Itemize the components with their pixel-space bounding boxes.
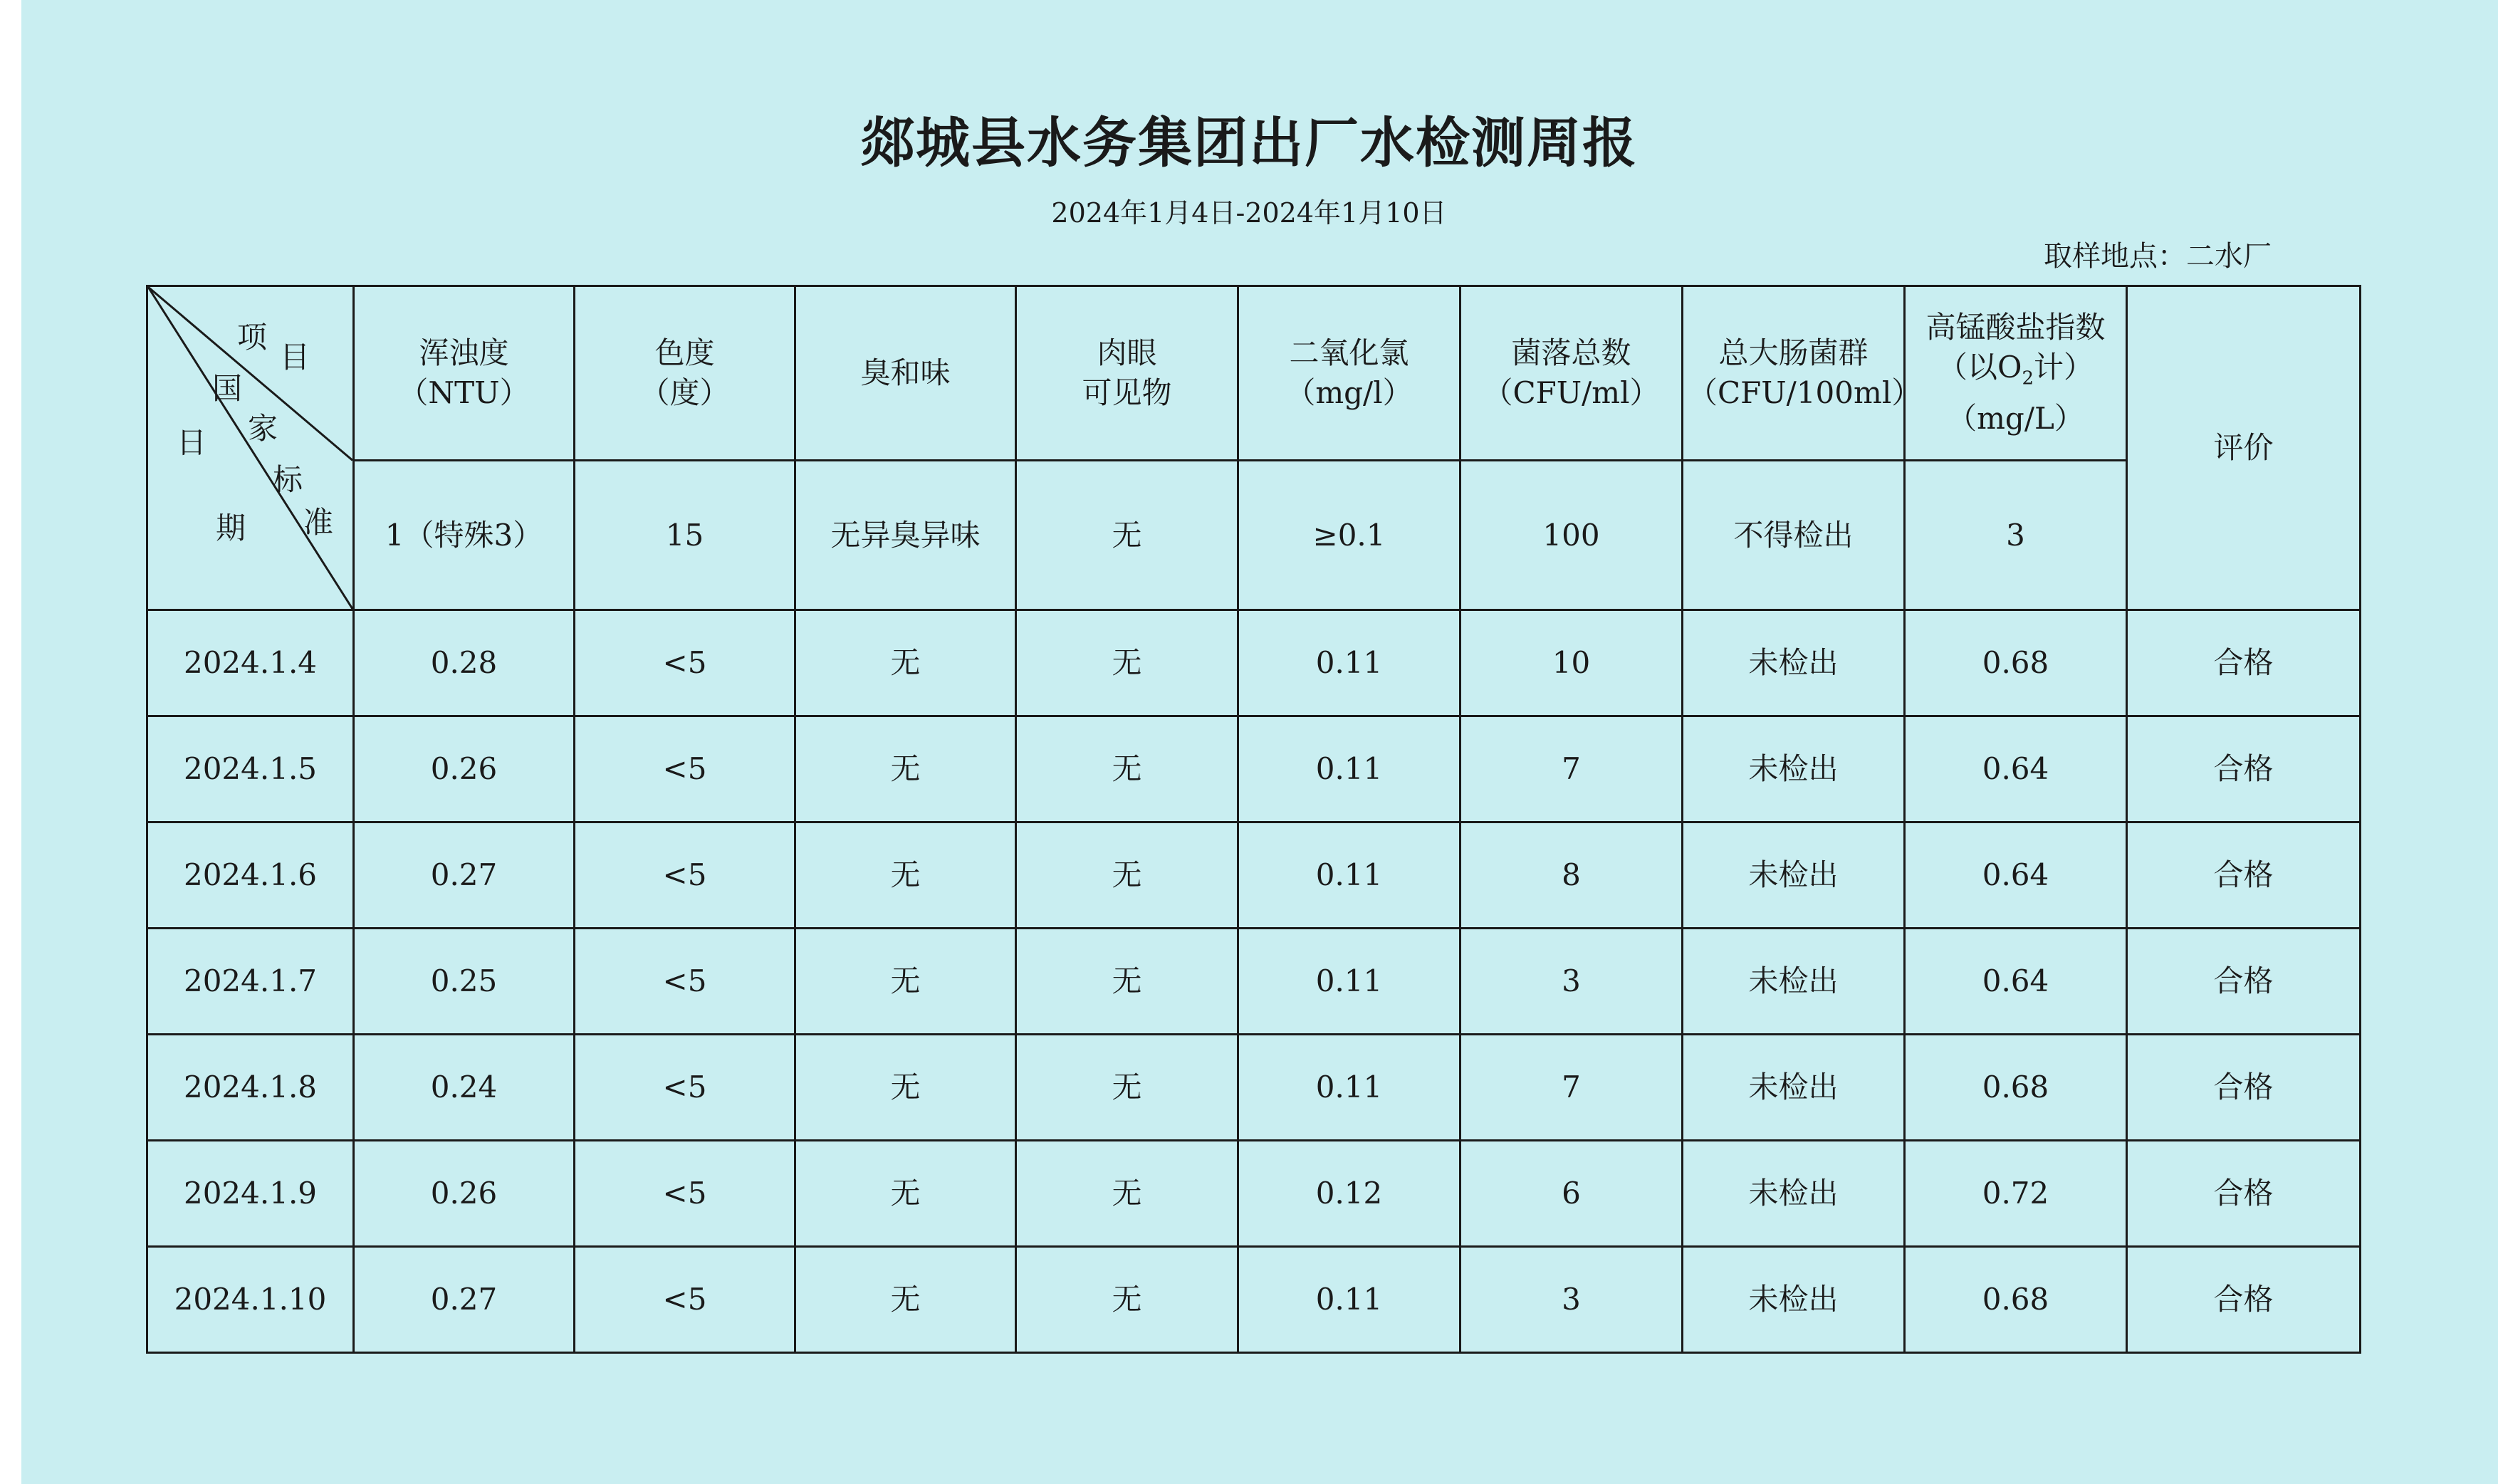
value-cell: 0.11 bbox=[1238, 1035, 1460, 1141]
table-row bbox=[147, 610, 2361, 716]
value-cell: 无 bbox=[795, 610, 1016, 716]
value-cell: 6 bbox=[1460, 1141, 1683, 1247]
value-cell: <5 bbox=[575, 610, 795, 716]
date-cell: 2024.1.9 bbox=[147, 1141, 354, 1247]
corner-label-zhun: 准 bbox=[303, 505, 334, 540]
value-cell: 未检出 bbox=[1683, 716, 1905, 822]
header-colony-count: 菌落总数 （CFU/ml） bbox=[1460, 286, 1683, 461]
value-cell: 0.28 bbox=[354, 610, 575, 716]
date-cell: 2024.1.5 bbox=[147, 716, 354, 822]
corner-header-cell bbox=[147, 286, 354, 610]
value-cell: 0.72 bbox=[1905, 1141, 2127, 1247]
value-cell: 10 bbox=[1460, 610, 1683, 716]
value-cell: 3 bbox=[1460, 1247, 1683, 1353]
water-quality-table bbox=[146, 285, 2361, 1354]
value-cell: 7 bbox=[1460, 716, 1683, 822]
header-total-coliform: 总大肠菌群 （CFU/100ml） bbox=[1683, 286, 1905, 461]
value-cell: 0.11 bbox=[1238, 929, 1460, 1035]
value-cell: 0.68 bbox=[1905, 1035, 2127, 1141]
value-cell: 无 bbox=[795, 929, 1016, 1035]
value-cell: 0.27 bbox=[354, 822, 575, 929]
header-evaluation: 评价 bbox=[2127, 286, 2361, 610]
table-row bbox=[147, 929, 2361, 1035]
value-cell: 无 bbox=[795, 1035, 1016, 1141]
value-cell: 未检出 bbox=[1683, 1035, 1905, 1141]
value-cell: 8 bbox=[1460, 822, 1683, 929]
evaluation-cell: 合格 bbox=[2127, 610, 2361, 716]
standard-value: 无异臭异味 bbox=[795, 461, 1016, 610]
report-title: 郯城县水务集团出厂水检测周报 bbox=[860, 111, 1638, 174]
table-row bbox=[147, 1141, 2361, 1247]
value-cell: 无 bbox=[1016, 610, 1238, 716]
value-cell: 0.64 bbox=[1905, 822, 2127, 929]
value-cell: 未检出 bbox=[1683, 929, 1905, 1035]
value-cell: 无 bbox=[795, 716, 1016, 822]
value-cell: <5 bbox=[575, 929, 795, 1035]
date-cell: 2024.1.4 bbox=[147, 610, 354, 716]
corner-label-mu: 目 bbox=[280, 340, 310, 375]
standard-value: ≥0.1 bbox=[1238, 461, 1460, 610]
value-cell: <5 bbox=[575, 1035, 795, 1141]
header-turbidity: 浑浊度 （NTU） bbox=[354, 286, 575, 461]
table-row bbox=[147, 1035, 2361, 1141]
header-visible-matter: 肉眼 可见物 bbox=[1016, 286, 1238, 461]
value-cell: 未检出 bbox=[1683, 1141, 1905, 1247]
value-cell: 0.11 bbox=[1238, 716, 1460, 822]
corner-label-biao: 标 bbox=[273, 462, 303, 497]
value-cell: 无 bbox=[1016, 1035, 1238, 1141]
value-cell: 3 bbox=[1460, 929, 1683, 1035]
value-cell: 无 bbox=[1016, 822, 1238, 929]
value-cell: 0.24 bbox=[354, 1035, 575, 1141]
table-row bbox=[147, 716, 2361, 822]
value-cell: <5 bbox=[575, 1247, 795, 1353]
value-cell: 无 bbox=[1016, 716, 1238, 822]
date-cell: 2024.1.8 bbox=[147, 1035, 354, 1141]
table-row bbox=[147, 822, 2361, 929]
value-cell: 无 bbox=[1016, 1141, 1238, 1247]
header-permanganate-index: 高锰酸盐指数 （以$O_2$计） （mg/L） bbox=[1905, 286, 2127, 461]
value-cell: 无 bbox=[1016, 1247, 1238, 1353]
value-cell: 0.64 bbox=[1905, 929, 2127, 1035]
corner-label-ri: 日 bbox=[177, 425, 207, 460]
value-cell: 无 bbox=[795, 822, 1016, 929]
standards-row bbox=[147, 461, 2361, 610]
date-cell: 2024.1.6 bbox=[147, 822, 354, 929]
corner-label-guo: 国 bbox=[212, 371, 243, 406]
standard-value: 3 bbox=[1905, 461, 2127, 610]
value-cell: 0.68 bbox=[1905, 610, 2127, 716]
value-cell: 0.11 bbox=[1238, 822, 1460, 929]
standard-value: 无 bbox=[1016, 461, 1238, 610]
value-cell: 0.11 bbox=[1238, 610, 1460, 716]
table-row bbox=[147, 1247, 2361, 1353]
value-cell: 7 bbox=[1460, 1035, 1683, 1141]
value-cell: <5 bbox=[575, 1141, 795, 1247]
value-cell: 未检出 bbox=[1683, 610, 1905, 716]
date-cell: 2024.1.7 bbox=[147, 929, 354, 1035]
evaluation-cell: 合格 bbox=[2127, 822, 2361, 929]
value-cell: 0.64 bbox=[1905, 716, 2127, 822]
value-cell: <5 bbox=[575, 822, 795, 929]
standard-value: 不得检出 bbox=[1683, 461, 1905, 610]
report-date-range: 2024年1月4日-2024年1月10日 bbox=[1051, 197, 1447, 229]
evaluation-cell: 合格 bbox=[2127, 716, 2361, 822]
corner-label-qi: 期 bbox=[216, 511, 246, 545]
standard-value: 15 bbox=[575, 461, 795, 610]
value-cell: 0.27 bbox=[354, 1247, 575, 1353]
evaluation-cell: 合格 bbox=[2127, 1035, 2361, 1141]
evaluation-cell: 合格 bbox=[2127, 1141, 2361, 1247]
header-color: 色度 （度） bbox=[575, 286, 795, 461]
corner-label-jia: 家 bbox=[248, 411, 278, 446]
date-cell: 2024.1.10 bbox=[147, 1247, 354, 1353]
header-chlorine-dioxide: 二氧化氯 （mg/l） bbox=[1238, 286, 1460, 461]
value-cell: <5 bbox=[575, 716, 795, 822]
value-cell: 未检出 bbox=[1683, 1247, 1905, 1353]
standard-value: 1（特殊3） bbox=[354, 461, 575, 610]
value-cell: 0.12 bbox=[1238, 1141, 1460, 1247]
value-cell: 0.11 bbox=[1238, 1247, 1460, 1353]
value-cell: 0.25 bbox=[354, 929, 575, 1035]
header-odor-taste: 臭和味 bbox=[795, 286, 1016, 461]
value-cell: 无 bbox=[795, 1247, 1016, 1353]
value-cell: 0.26 bbox=[354, 716, 575, 822]
value-cell: 无 bbox=[795, 1141, 1016, 1247]
value-cell: 无 bbox=[1016, 929, 1238, 1035]
value-cell: 0.26 bbox=[354, 1141, 575, 1247]
evaluation-cell: 合格 bbox=[2127, 1247, 2361, 1353]
standard-value: 100 bbox=[1460, 461, 1683, 610]
value-cell: 0.68 bbox=[1905, 1247, 2127, 1353]
sampling-location: 取样地点：二水厂 bbox=[2044, 240, 2272, 273]
evaluation-cell: 合格 bbox=[2127, 929, 2361, 1035]
value-cell: 未检出 bbox=[1683, 822, 1905, 929]
corner-label-xiang: 项 bbox=[237, 320, 268, 355]
